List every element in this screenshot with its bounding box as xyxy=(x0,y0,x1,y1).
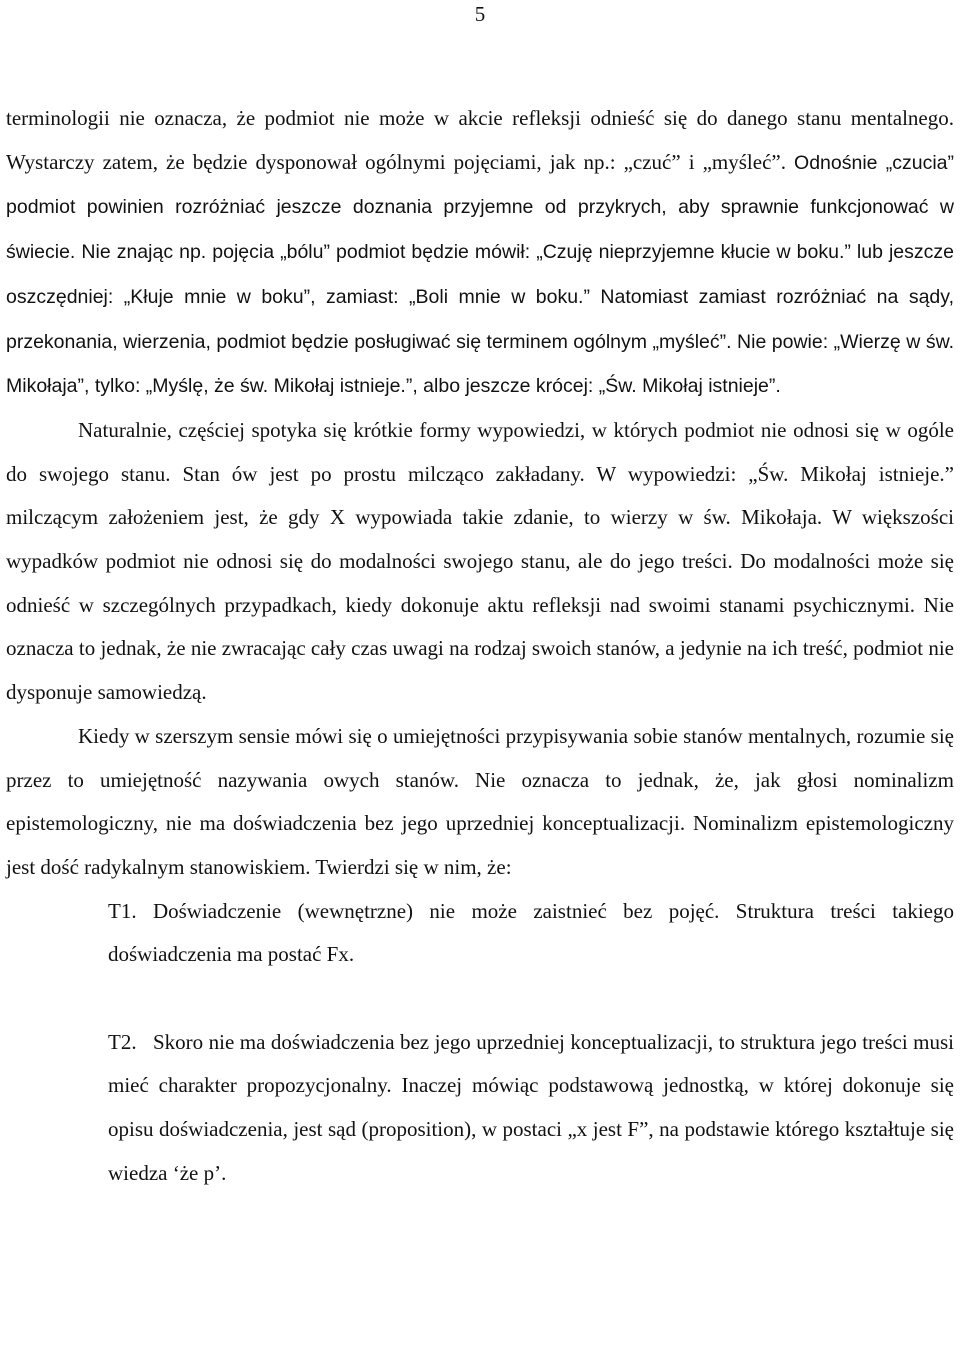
thesis-t2 xyxy=(108,1021,954,1196)
text-run: Odnośnie „czucia” podmiot powinien rozróżniać jeszcze doznania przyjemne od przykrych, aby sprawnie funkcjonować w świecie. Nie znając np. pojęcia „bólu” podmiot będzie mówił: xyxy=(6,151,954,264)
quoted-utterance: „Czuję nieprzyjemne kłucie w boku.” xyxy=(536,241,857,264)
thesis-text: Skoro nie ma doświadczenia bez jego uprzedniej konceptualizacji, to struktura jego treści musi mieć charakter propozycjonalny. Inaczej mówiąc podstawową jednostką, w której dokonuje się opisu doświadczenia, jest sąd (proposition), w postaci „x jest F”, na podstawie którego kształtuje się wiedza ‘że p’. xyxy=(108,1029,954,1185)
text-run: lub jeszcze oszczędniej: xyxy=(6,241,954,308)
thesis-label: T1. xyxy=(108,898,137,923)
thesis-label: T2. xyxy=(108,1029,137,1054)
document-body xyxy=(6,97,954,1196)
thesis-text: Doświadczenie (wewnętrzne) nie może zaistnieć bez pojęć. Struktura treści takiego doświadczenia ma postać Fx. xyxy=(108,898,955,967)
text-run: Naturalnie, częściej spotyka się krótkie formy wypowiedzi, w których podmiot nie odnosi się w ogóle do swojego stanu. Stan ów jest po prostu milcząco zakładany. W wypowiedzi: „Św. Mikołaj istnieje.” milczącym założeniem jest, że gdy X wypowiada takie zdanie, to wierzy w św. Mikołaja. W większości wypadków podmiot nie odnosi się do modalności swojego stanu, ale do jego treści. Do modalności może się odnieść w szczególnych przypadkach, kiedy dokonuje aktu refleksji nad swoimi stanami psychicznymi. Nie oznacza to jednak, że nie zwracając cały czas uwagi na rodzaj swoich stanów, a jedynie na ich treść, podmiot nie dysponuje samowiedzą. xyxy=(6,417,954,705)
quoted-utterance: „Kłuje mnie w boku”, zamiast: „Boli mnie w boku.” xyxy=(123,285,601,308)
text-run: Natomiast zamiast rozróżniać na sądy, przekonania, wierzenia, podmiot będzie posługiwać się terminem ogólnym „myśleć”. Nie powie: „Wierzę w św. Mikołaja”, tylko: „Myślę, że św. Mikołaj istnieje.”, albo jeszcze krócej: „Św. Mikołaj istnieje”. xyxy=(6,285,954,398)
text-run: terminologii nie oznacza, że podmiot nie może w akcie refleksji odnieść się do danego stanu mentalnego. Wystarczy zatem, że będzie dysponował ogólnymi pojęciami, jak np.: „czuć” i „myśleć”. xyxy=(6,106,954,174)
text-run: Kiedy w szerszym sensie mówi się o umiejętności przypisywania sobie stanów mentalnych, rozumie się przez to umiejętność nazywania owych stanów. Nie oznacza to jednak, że, jak głosi nominalizm epistemologiczny, nie ma doświadczenia bez jego uprzedniej konceptualizacji. Nominalizm epistemologiczny jest dość radykalnym stanowiskiem. Twierdzi się w nim, że: xyxy=(6,723,954,879)
paragraph xyxy=(6,715,954,890)
thesis-t1 xyxy=(108,890,954,977)
paragraph xyxy=(6,409,954,715)
page-number: 5 xyxy=(474,2,486,26)
paragraph xyxy=(6,97,954,409)
